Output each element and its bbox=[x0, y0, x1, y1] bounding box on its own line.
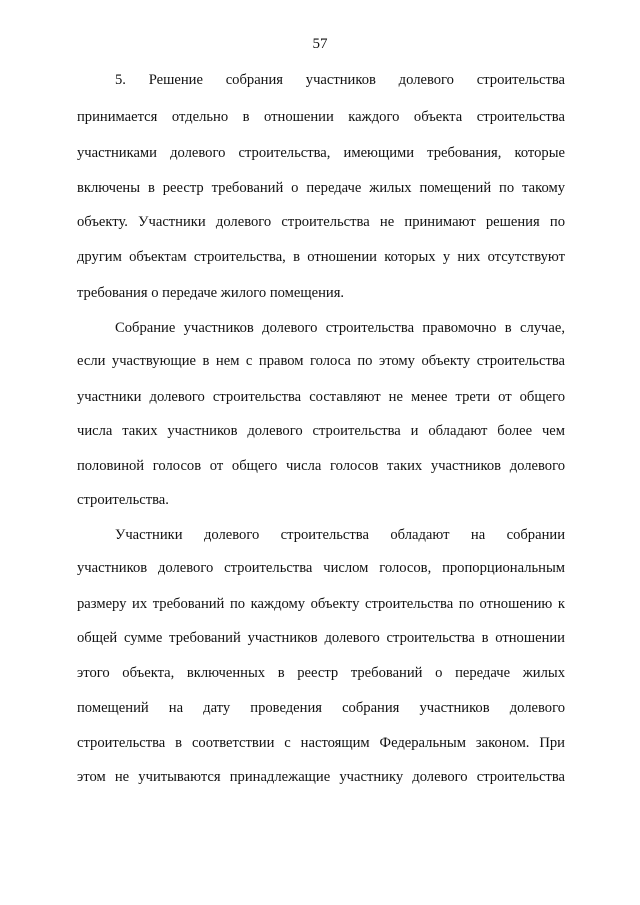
text-line: 5. Решение собрания участников долевого строительства bbox=[115, 72, 565, 88]
text-line: размеру их требований по каждому объекту строительства по отношению к bbox=[77, 596, 565, 612]
text-line: объекту. Участники долевого строительства не принимают решения по bbox=[77, 214, 565, 230]
text-line: принимается отдельно в отношении каждого объекта строительства bbox=[77, 109, 565, 125]
text-line: Участники долевого строительства обладают на собрании bbox=[115, 527, 565, 543]
page-number: 57 bbox=[312, 36, 328, 52]
text-line: участники долевого строительства составляют не менее трети от общего bbox=[77, 389, 565, 405]
text-line: этого объекта, включенных в реестр требований о передаче жилых bbox=[77, 665, 565, 681]
text-line: строительства. bbox=[77, 492, 169, 508]
text-line: включены в реестр требований о передаче жилых помещений по такому bbox=[77, 180, 565, 196]
text-line: числа таких участников долевого строительства и обладают более чем bbox=[77, 423, 565, 439]
text-line: помещений на дату проведения собрания участников долевого bbox=[77, 700, 565, 716]
text-line: общей сумме требований участников долевого строительства в отношении bbox=[77, 630, 565, 646]
text-line: участниками долевого строительства, имеющими требования, которые bbox=[77, 145, 565, 161]
text-line: если участвующие в нем с правом голоса по этому объекту строительства bbox=[77, 353, 565, 369]
text-line: Собрание участников долевого строительства правомочно в случае, bbox=[115, 320, 565, 336]
text-line: другим объектам строительства, в отношении которых у них отсутствуют bbox=[77, 249, 565, 265]
text-line: половиной голосов от общего числа голосов таких участников долевого bbox=[77, 458, 565, 474]
text-line: этом не учитываются принадлежащие участнику долевого строительства bbox=[77, 769, 565, 785]
text-line: участников долевого строительства числом голосов, пропорциональным bbox=[77, 560, 565, 576]
text-line: строительства в соответствии с настоящим Федеральным законом. При bbox=[77, 735, 565, 751]
text-line: требования о передаче жилого помещения. bbox=[77, 285, 345, 301]
